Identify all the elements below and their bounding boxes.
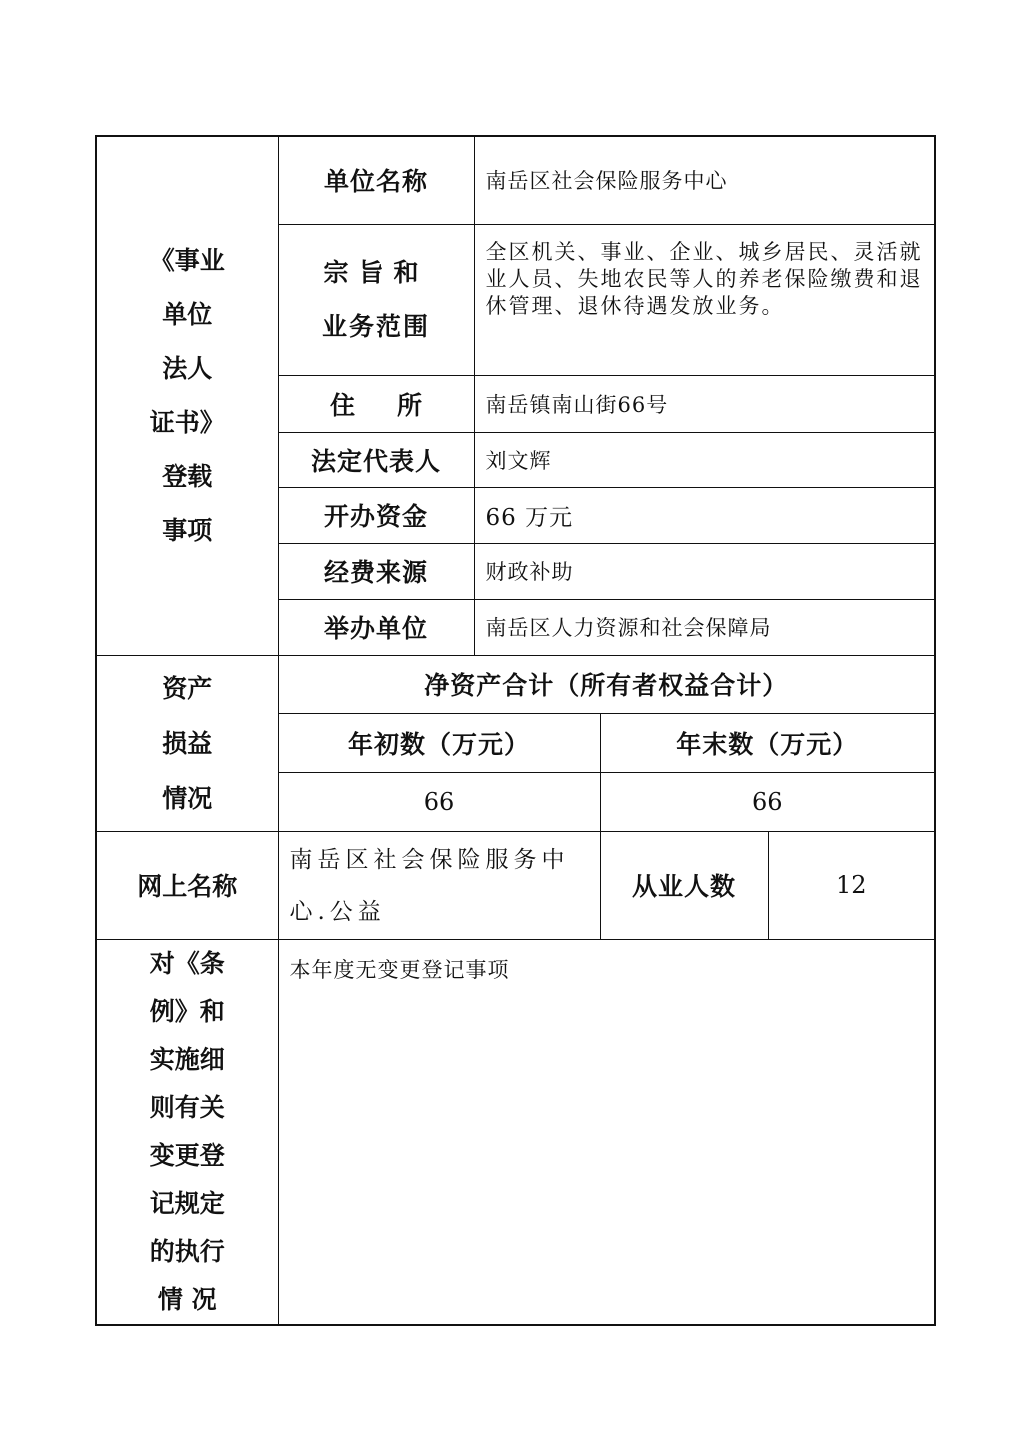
section-label-line: 记规定 xyxy=(149,1188,225,1218)
funding-label: 经费来源 xyxy=(278,543,474,599)
row-online-name xyxy=(96,831,935,939)
purpose-label-line: 宗旨和 xyxy=(323,257,429,287)
section-label-line: 则有关 xyxy=(149,1092,225,1122)
staff-count-value: 12 xyxy=(768,831,935,939)
sponsor-label: 举办单位 xyxy=(278,599,474,655)
section-label-line: 变更登 xyxy=(149,1140,225,1170)
section-label-line: 例》和 xyxy=(149,996,225,1026)
purpose-value: 全区机关、事业、企业、城乡居民、灵活就业人员、失地农民等人的养老保险缴费和退休管理、退休待遇发放业务。 xyxy=(474,224,935,375)
legal-rep-value: 刘文辉 xyxy=(474,432,935,487)
capital-label: 开办资金 xyxy=(278,487,474,543)
section-label-line: 事项 xyxy=(162,515,213,545)
execution-value: 本年度无变更登记事项 xyxy=(278,939,935,1325)
section-label-line: 单位 xyxy=(162,299,213,329)
section-label-execution xyxy=(96,939,278,1325)
online-name-label: 网上名称 xyxy=(96,831,278,939)
section-label-registration xyxy=(96,136,278,655)
annual-report-form xyxy=(95,135,936,1326)
end-of-year-value: 66 xyxy=(600,772,935,831)
sponsor-value: 南岳区人力资源和社会保障局 xyxy=(474,599,935,655)
address-label: 住所 xyxy=(278,375,474,432)
section-label-line: 证书》 xyxy=(149,407,225,437)
capital-value: 66 万元 xyxy=(474,487,935,543)
purpose-label xyxy=(278,224,474,375)
address-value: 南岳镇南山街66号 xyxy=(474,375,935,432)
start-of-year-header: 年初数（万元） xyxy=(278,713,600,772)
section-label-line: 情 况 xyxy=(157,1284,217,1314)
net-assets-header: 净资产合计（所有者权益合计） xyxy=(278,655,935,713)
legal-rep-label: 法定代表人 xyxy=(278,432,474,487)
start-of-year-value: 66 xyxy=(278,772,600,831)
section-label-line: 资产 xyxy=(162,673,213,703)
online-name-value: 南岳区社会保险服务中心.公益 xyxy=(278,831,600,939)
section-label-line: 法人 xyxy=(162,353,213,383)
end-of-year-header: 年末数（万元） xyxy=(600,713,935,772)
funding-value: 财政补助 xyxy=(474,543,935,599)
row-unit-name xyxy=(96,136,935,224)
section-label-assets xyxy=(96,655,278,831)
section-label-line: 实施细 xyxy=(149,1044,225,1074)
section-label-line: 情况 xyxy=(162,783,213,813)
unit-name-value: 南岳区社会保险服务中心 xyxy=(474,136,935,224)
section-label-line: 的执行 xyxy=(149,1236,225,1266)
section-label-line: 登载 xyxy=(162,461,213,491)
staff-count-label: 从业人数 xyxy=(600,831,768,939)
section-label-line: 损益 xyxy=(162,728,213,758)
row-net-assets-header xyxy=(96,655,935,713)
section-label-line: 对《条 xyxy=(149,948,225,978)
unit-name-label: 单位名称 xyxy=(278,136,474,224)
purpose-label-line: 业务范围 xyxy=(321,311,430,341)
section-label-line: 《事业 xyxy=(149,245,225,275)
row-execution xyxy=(96,939,935,1325)
